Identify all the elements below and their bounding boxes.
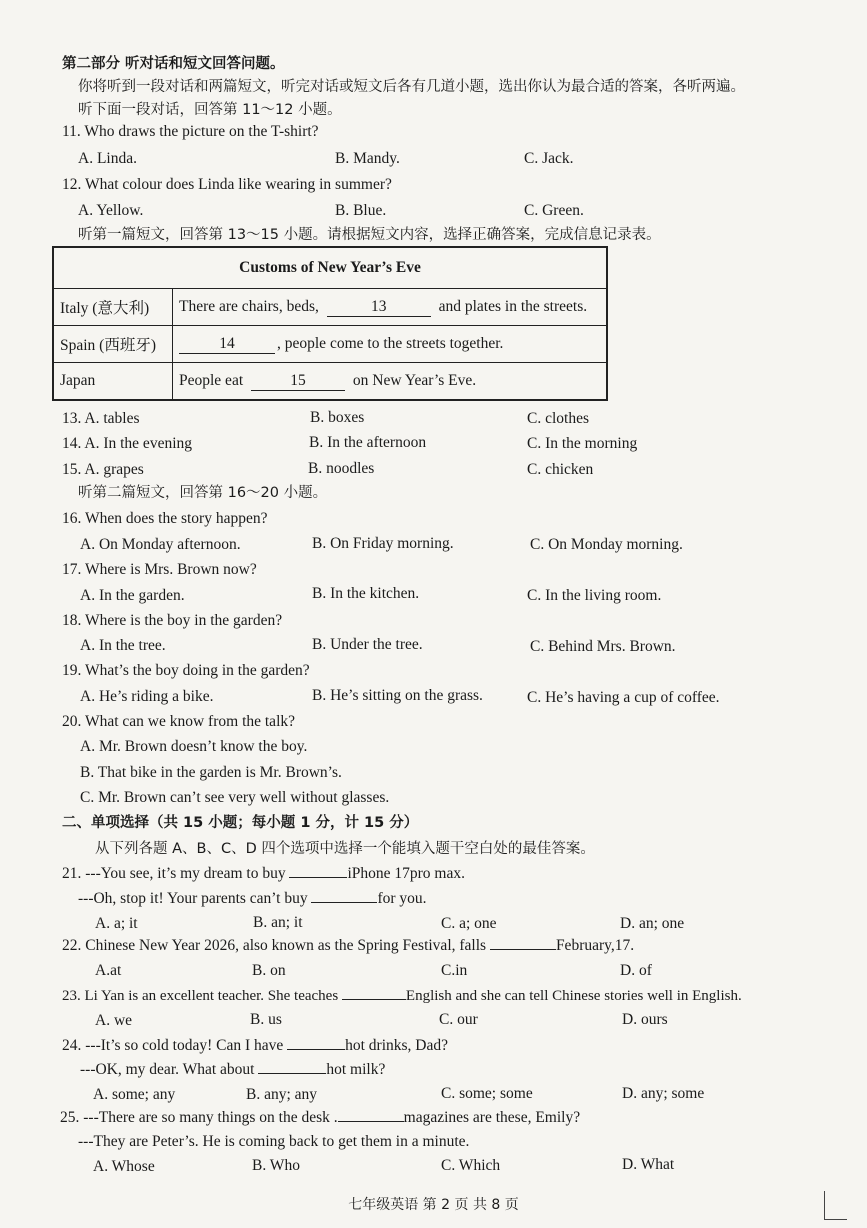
answer-blank xyxy=(338,1121,404,1122)
stem-text: hot drinks, Dad? xyxy=(345,1037,449,1054)
option-21a: A. a; it xyxy=(95,915,138,932)
option-24a: A. some; any xyxy=(93,1086,176,1103)
option-25c: C. Which xyxy=(441,1157,501,1174)
option-19a: A. He’s riding a bike. xyxy=(80,688,214,705)
option-21c: C. a; one xyxy=(441,915,497,932)
blank-15: 15 xyxy=(251,372,345,391)
stem-text: February,17. xyxy=(555,937,635,954)
option-14a: 14. A. In the evening xyxy=(62,435,193,452)
option-16a: A. On Monday afternoon. xyxy=(80,536,241,553)
option-15c: C. chicken xyxy=(527,461,594,478)
blank-13: 13 xyxy=(327,298,431,317)
option-23c: C. our xyxy=(439,1011,478,1028)
option-25d: D. What xyxy=(622,1156,675,1173)
stem-text: 21. ---You see, it’s my dream to buy xyxy=(62,865,290,882)
option-12c: C. Green. xyxy=(524,202,584,219)
part2-instruction: 你将听到一段对话和两篇短文，听完对话或短文后各有几道小题，选出你认为最合适的答案，各听两遍。 xyxy=(78,79,745,95)
option-25b: B. Who xyxy=(252,1157,300,1174)
answer-blank xyxy=(258,1073,326,1074)
option-23a: A. we xyxy=(95,1012,133,1029)
option-24c: C. some; some xyxy=(441,1085,533,1102)
table-country: Spain (西班牙) xyxy=(53,326,173,363)
stem-text: ---OK, my dear. What about xyxy=(80,1061,259,1078)
row-text-before: People eat xyxy=(179,371,244,389)
stem-text: magazines are these, Emily? xyxy=(403,1109,581,1126)
option-22d: D. of xyxy=(620,962,652,979)
option-16c: C. On Monday morning. xyxy=(530,536,683,553)
stem-text: 25. ---There are so many things on the desk . xyxy=(60,1109,338,1126)
table-content xyxy=(173,289,608,326)
stem-text: 22. Chinese New Year 2026, also known as the Spring Festival, falls xyxy=(62,937,490,954)
passage1-intro: 听第一篇短文，回答第 13～15 小题。请根据短文内容，选择正确答案，完成信息记录表。 xyxy=(78,227,661,243)
answer-blank xyxy=(342,999,406,1000)
option-20a: A. Mr. Brown doesn’t know the boy. xyxy=(80,738,308,755)
row-text-after: and plates in the streets. xyxy=(438,297,588,315)
table-content xyxy=(173,363,608,401)
option-18a: A. In the tree. xyxy=(80,637,166,654)
option-11c: C. Jack. xyxy=(524,150,574,167)
option-25a: A. Whose xyxy=(93,1158,155,1175)
option-12a: A. Yellow. xyxy=(78,202,144,219)
question-20: 20. What can we know from the talk? xyxy=(62,713,295,730)
question-19: 19. What’s the boy doing in the garden? xyxy=(62,662,310,679)
question-23 xyxy=(62,986,742,1006)
question-24-line2 xyxy=(80,1060,385,1080)
option-11a: A. Linda. xyxy=(78,150,137,167)
table-row xyxy=(53,363,607,401)
question-12: 12. What colour does Linda like wearing in summer? xyxy=(62,176,392,193)
option-14c: C. In the morning xyxy=(527,435,638,452)
option-19c: C. He’s having a cup of coffee. xyxy=(527,689,720,706)
stem-text: for you. xyxy=(377,890,427,907)
section2-instruction: 从下列各题 A、B、C、D 四个选项中选择一个能填入题干空白处的最佳答案。 xyxy=(95,841,595,857)
blank-14: 14 xyxy=(179,335,275,354)
option-23d: D. ours xyxy=(622,1011,668,1028)
question-25-line2: ---They are Peter’s. He is coming back to get them in a minute. xyxy=(78,1133,470,1150)
question-16: 16. When does the story happen? xyxy=(62,510,268,527)
option-18c: C. Behind Mrs. Brown. xyxy=(530,638,676,655)
page-footer: 七年级英语 第 2 页 共 8 页 xyxy=(348,1197,519,1213)
stem-text: hot milk? xyxy=(326,1061,386,1078)
option-18b: B. Under the tree. xyxy=(312,636,423,653)
section2-title: 二、单项选择（共 15 小题；每小题 1 分，计 15 分） xyxy=(62,815,419,831)
option-13a: 13. A. tables xyxy=(62,410,140,427)
stem-text: 24. ---It’s so cold today! Can I have xyxy=(62,1037,288,1054)
option-17b: B. In the kitchen. xyxy=(312,585,420,602)
option-17c: C. In the living room. xyxy=(527,587,662,604)
option-20c: C. Mr. Brown can’t see very well without glasses. xyxy=(80,789,390,806)
answer-blank xyxy=(289,877,347,878)
question-21-line1 xyxy=(62,864,465,884)
stem-text: 23. Li Yan is an excellent teacher. She teaches xyxy=(62,988,342,1004)
option-15a: 15. A. grapes xyxy=(62,461,144,478)
option-23b: B. us xyxy=(250,1011,282,1028)
answer-blank xyxy=(490,949,556,950)
table-content xyxy=(173,326,608,363)
answer-blank xyxy=(287,1049,345,1050)
question-11: 11. Who draws the picture on the T-shirt? xyxy=(62,123,319,140)
table-title: Customs of New Year’s Eve xyxy=(53,247,607,289)
question-24-line1 xyxy=(62,1036,448,1056)
row-text-before: There are chairs, beds, xyxy=(179,297,319,315)
question-21-line2 xyxy=(78,889,427,909)
stem-text: English and she can tell Chinese stories well in English. xyxy=(405,988,742,1004)
option-19b: B. He’s sitting on the grass. xyxy=(312,687,483,704)
stem-text: ---Oh, stop it! Your parents can’t buy xyxy=(78,890,312,907)
option-20b: B. That bike in the garden is Mr. Brown’s. xyxy=(80,764,342,781)
option-12b: B. Blue. xyxy=(335,202,387,219)
table-country: Japan xyxy=(53,363,173,401)
option-24d: D. any; some xyxy=(622,1085,705,1102)
option-22c: C.in xyxy=(441,962,468,979)
option-21b: B. an; it xyxy=(253,914,303,931)
question-25-line1 xyxy=(60,1108,580,1128)
stem-text: iPhone 17pro max. xyxy=(347,865,465,882)
option-22a: A.at xyxy=(95,962,122,979)
passage2-intro: 听第二篇短文，回答第 16～20 小题。 xyxy=(78,485,328,501)
option-24b: B. any; any xyxy=(246,1086,318,1103)
question-22 xyxy=(62,936,634,956)
answer-blank xyxy=(311,902,377,903)
option-16b: B. On Friday morning. xyxy=(312,535,454,552)
dialog-intro: 听下面一段对话，回答第 11～12 小题。 xyxy=(78,102,342,118)
option-11b: B. Mandy. xyxy=(335,150,400,167)
corner-mark-icon xyxy=(824,1191,847,1220)
option-15b: B. noodles xyxy=(308,460,375,477)
option-13b: B. boxes xyxy=(310,409,365,426)
option-13c: C. clothes xyxy=(527,410,589,427)
row-text-after: on New Year’s Eve. xyxy=(352,371,477,389)
option-17a: A. In the garden. xyxy=(80,587,185,604)
row-text-after: , people come to the streets together. xyxy=(277,334,504,352)
option-21d: D. an; one xyxy=(620,915,685,932)
option-14b: B. In the afternoon xyxy=(309,434,427,451)
option-22b: B. on xyxy=(252,962,286,979)
question-18: 18. Where is the boy in the garden? xyxy=(62,612,283,629)
table-row xyxy=(53,289,607,326)
table-row xyxy=(53,326,607,363)
question-17: 17. Where is Mrs. Brown now? xyxy=(62,561,257,578)
table-country: Italy (意大利) xyxy=(53,289,173,326)
info-table xyxy=(52,246,608,401)
part2-title: 第二部分 听对话和短文回答问题。 xyxy=(62,56,285,72)
